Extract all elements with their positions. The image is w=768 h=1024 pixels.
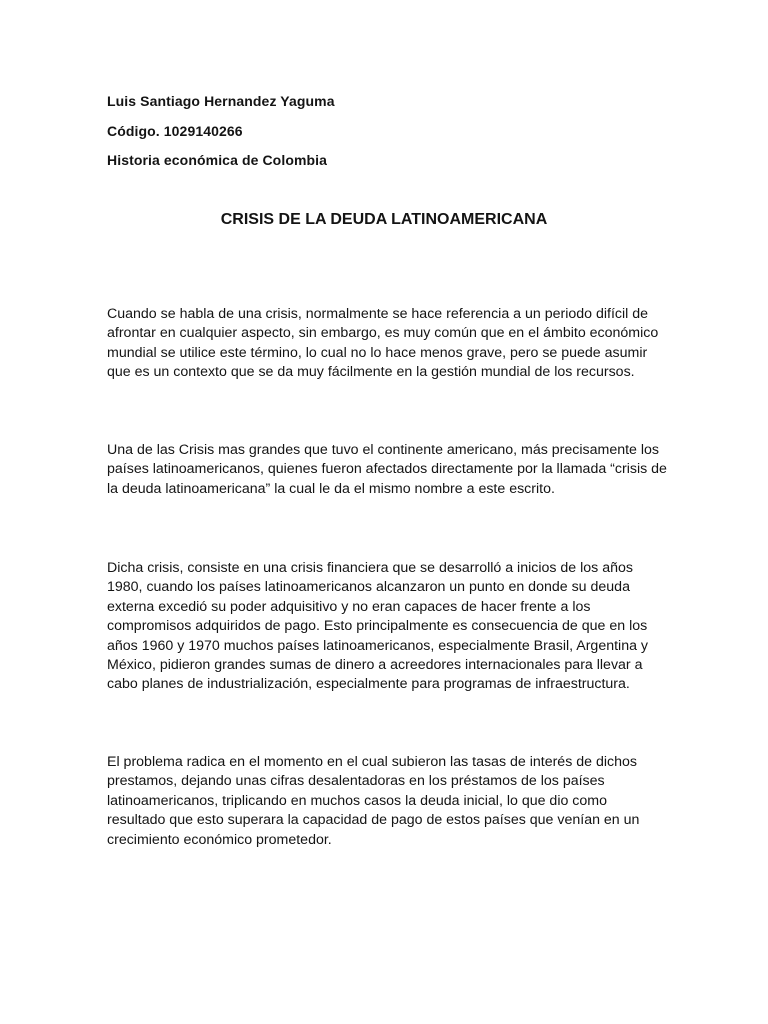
document-title: CRISIS DE LA DEUDA LATINOAMERICANA <box>220 211 548 228</box>
paragraph-2: Una de las Crisis mas grandes que tuvo el continente americano, más precisamente los países latinoamericanos, quienes fueron afectados directamente por la llamada “crisis de la deuda latinoamericana” la cual le da el mismo nombre a este escrito. <box>107 442 667 497</box>
paragraph-3: Dicha crisis, consiste en una crisis financiera que se desarrolló a inicios de los años 1980, cuando los países latinoamericanos alcanzaron un punto en donde su deuda externa excedió su poder adquisitivo y no eran capaces de hacer frente a los compromisos adquiridos de pago. Esto principalmente es consecuencia de que en los años 1960 y 1970 muchos países latinoamericanos, especialmente Brasil, Argentina y México, pidieron grandes sumas de dinero a acreedores internacionales para llevar a cabo planes de industrialización, especialmente para programas de infraestructura. <box>107 560 649 693</box>
author-name: Luis Santiago Hernandez Yaguma <box>107 93 335 109</box>
student-code: Código. 1029140266 <box>107 123 243 139</box>
course-name: Historia económica de Colombia <box>107 152 328 168</box>
paragraph-1: Cuando se habla de una crisis, normalmente se hace referencia a un periodo difícil de afrontar en cualquier aspecto, sin embargo, es muy común que en el ámbito económico mundial se utilice este término, lo cual no lo hace menos grave, pero se puede asumir que es un contexto que se da muy fácilmente en la gestión mundial de los recursos. <box>107 306 659 381</box>
paragraph-4: El problema radica en el momento en el cual subieron las tasas de interés de dichos prestamos, dejando unas cifras desalentadoras en los préstamos de los países latinoamericanos, triplicando en muchos casos la deuda inicial, lo que dio como resultado que esto superara la capacidad de pago de estos países que venían en un crecimiento económico prometedor. <box>107 754 640 848</box>
